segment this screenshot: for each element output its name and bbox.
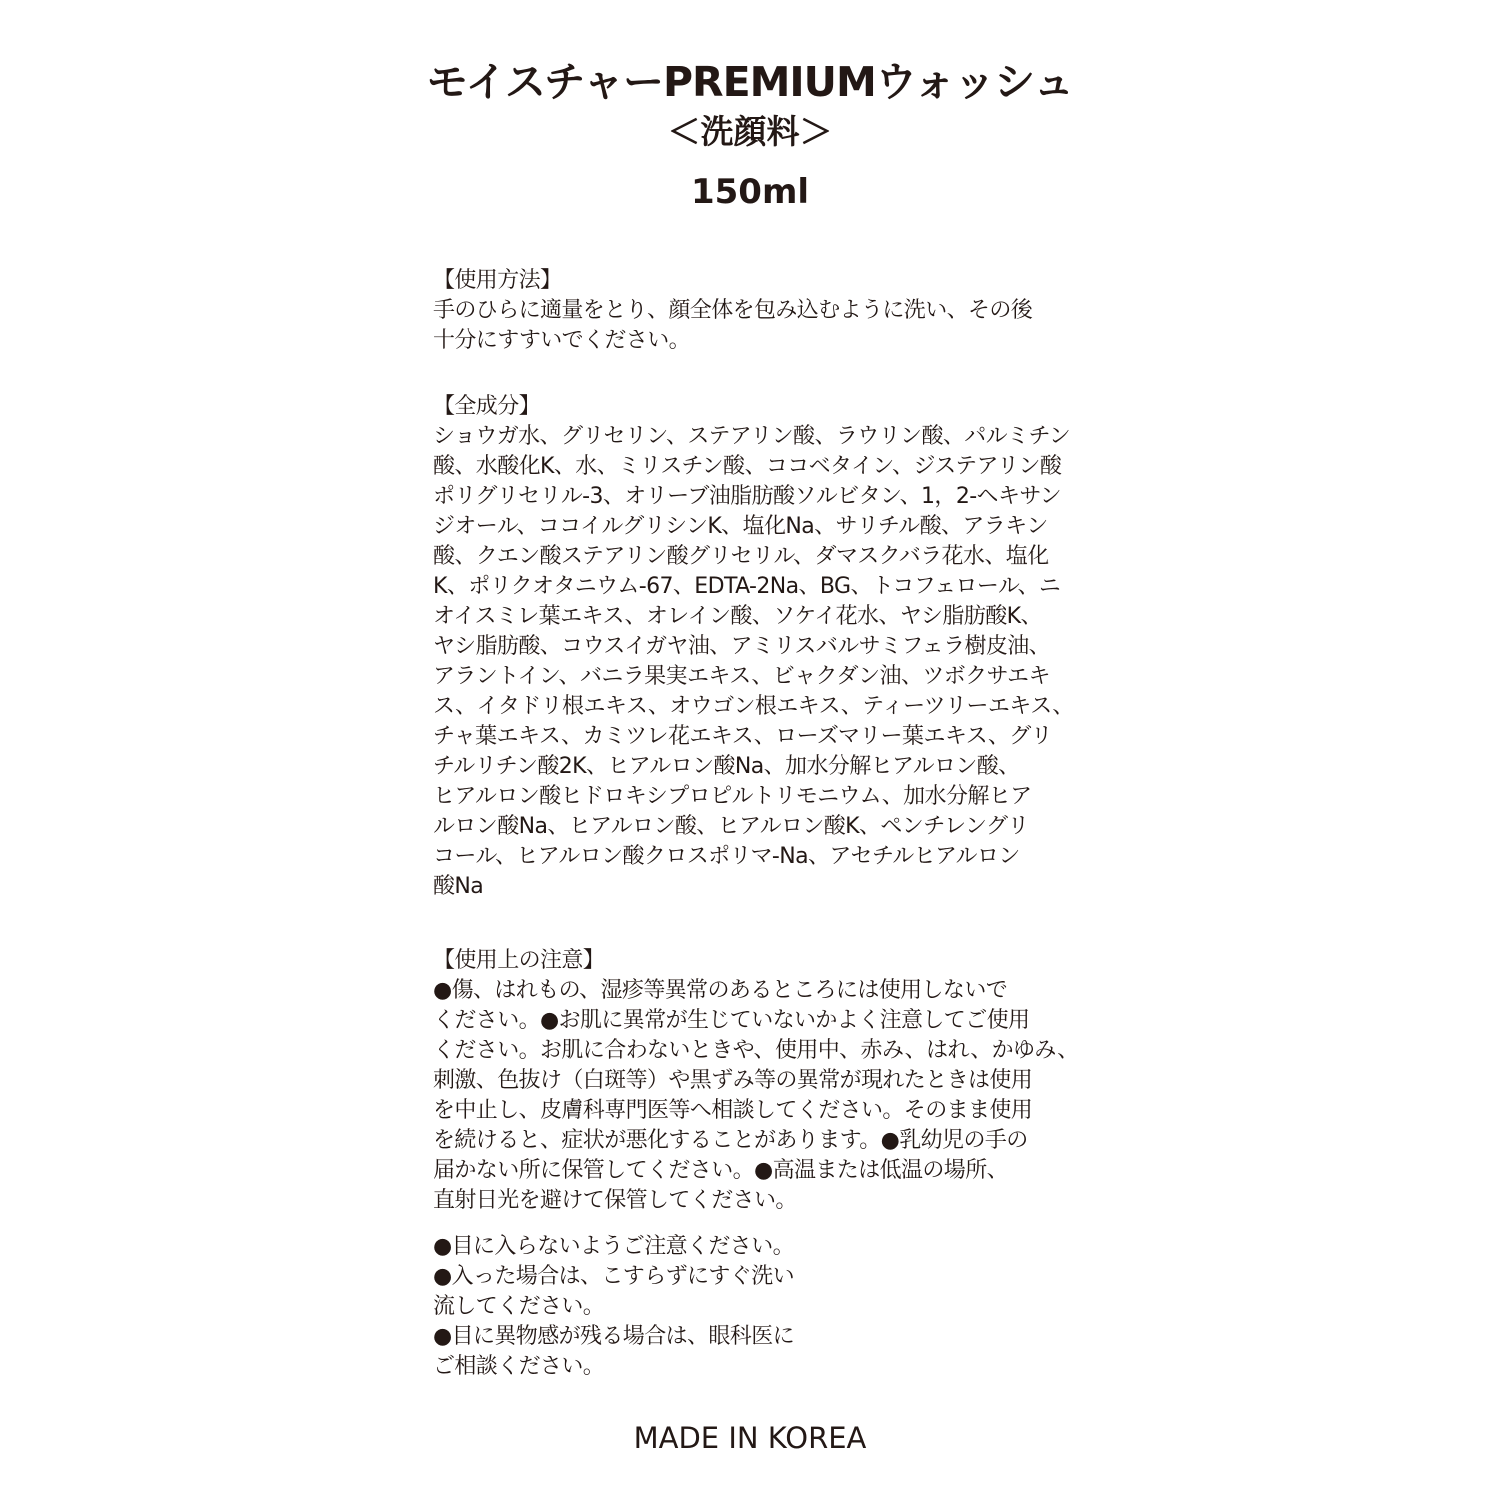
ingredients-line: チャ葉エキス、カミツレ花エキス、ローズマリー葉エキス、グリ xyxy=(433,724,1053,749)
ingredients-line: K、ポリクオタニウム-67、EDTA-2Na、BG、トコフェロール、ニ xyxy=(433,574,1061,599)
ingredients-line: アラントイン、バニラ果実エキス、ビャクダン油、ツボクサエキ xyxy=(433,664,1050,689)
ingredients-line: ジオール、ココイルグリシンK、塩化Na、サリチル酸、アラキン xyxy=(433,514,1048,539)
ingredients-line: コール、ヒアルロン酸クロスポリマ-Na、アセチルヒアルロン xyxy=(433,844,1020,869)
caution-line: を続けると、症状が悪化することがあります。●乳幼児の手の xyxy=(433,1128,1028,1153)
ingredients-line: ポリグリセリル-3、オリーブ油脂肪酸ソルビタン、1，2-ヘキサン xyxy=(433,484,1062,509)
caution-line: 刺激、色抜け（白斑等）や黒ずみ等の異常が現れたときは使用 xyxy=(433,1068,1033,1093)
caution-line: 届かない所に保管してください。●高温または低温の場所、 xyxy=(433,1158,1008,1183)
ingredients-line: チルリチン酸2K、ヒアルロン酸Na、加水分解ヒアルロン酸、 xyxy=(433,754,1020,779)
ingredients-line: ス、イタドリ根エキス、オウゴン根エキス、ティーツリーエキス、 xyxy=(433,694,1074,719)
ingredients-heading: 【全成分】 xyxy=(433,394,541,419)
caution-section xyxy=(433,946,1079,1216)
product-category: ＜洗顔料＞ xyxy=(667,112,833,151)
eye-caution-line: 流してください。 xyxy=(433,1294,605,1319)
ingredients-section xyxy=(433,392,1074,902)
product-volume: 150ml xyxy=(690,172,810,212)
ingredients-line: ショウガ水、グリセリン、ステアリン酸、ラウリン酸、パルミチン xyxy=(433,424,1071,449)
usage-line: 十分にすすいでください。 xyxy=(433,328,691,353)
product-title: モイスチャーPREMIUMウォッシュ xyxy=(426,58,1074,106)
eye-caution-section xyxy=(433,1232,794,1382)
eye-caution-line: ●目に異物感が残る場合は、眼科医に xyxy=(433,1324,794,1349)
ingredients-line: 酸、水酸化K、水、ミリスチン酸、ココベタイン、ジステアリン酸 xyxy=(433,454,1062,479)
eye-caution-line: ●入った場合は、こすらずにすぐ洗い xyxy=(433,1264,794,1289)
ingredients-line: オイスミレ葉エキス、オレイン酸、ソケイ花水、ヤシ脂肪酸K、 xyxy=(433,604,1042,629)
ingredients-line: ヒアルロン酸ヒドロキシプロピルトリモニウム、加水分解ヒア xyxy=(433,784,1032,809)
ingredients-line: 酸Na xyxy=(433,874,484,899)
caution-line: ください。お肌に合わないときや、使用中、赤み、はれ、かゆみ、 xyxy=(433,1038,1079,1063)
caution-line: ください。●お肌に異常が生じていないかよく注意してご使用 xyxy=(433,1008,1030,1033)
country-of-origin: MADE IN KOREA xyxy=(633,1421,867,1455)
eye-caution-line: ●目に入らないようご注意ください。 xyxy=(433,1234,794,1259)
eye-caution-line: ご相談ください。 xyxy=(433,1354,605,1379)
caution-line: を中止し、皮膚科専門医等へ相談してください。そのまま使用 xyxy=(433,1098,1033,1123)
caution-line: 直射日光を避けて保管してください。 xyxy=(433,1188,797,1213)
ingredients-line: ヤシ脂肪酸、コウスイガヤ油、アミリスバルサミフェラ樹皮油、 xyxy=(433,634,1051,659)
caution-line: ●傷、はれもの、湿疹等異常のあるところには使用しないで xyxy=(433,978,1008,1003)
usage-line: 手のひらに適量をとり、顔全体を包み込むように洗い、その後 xyxy=(433,298,1033,323)
ingredients-line: 酸、クエン酸ステアリン酸グリセリル、ダマスクバラ花水、塩化 xyxy=(433,544,1049,569)
ingredients-line: ルロン酸Na、ヒアルロン酸、ヒアルロン酸K、ペンチレングリ xyxy=(433,814,1029,839)
usage-heading: 【使用方法】 xyxy=(433,268,562,293)
caution-heading: 【使用上の注意】 xyxy=(433,948,605,973)
usage-section xyxy=(433,266,1032,356)
